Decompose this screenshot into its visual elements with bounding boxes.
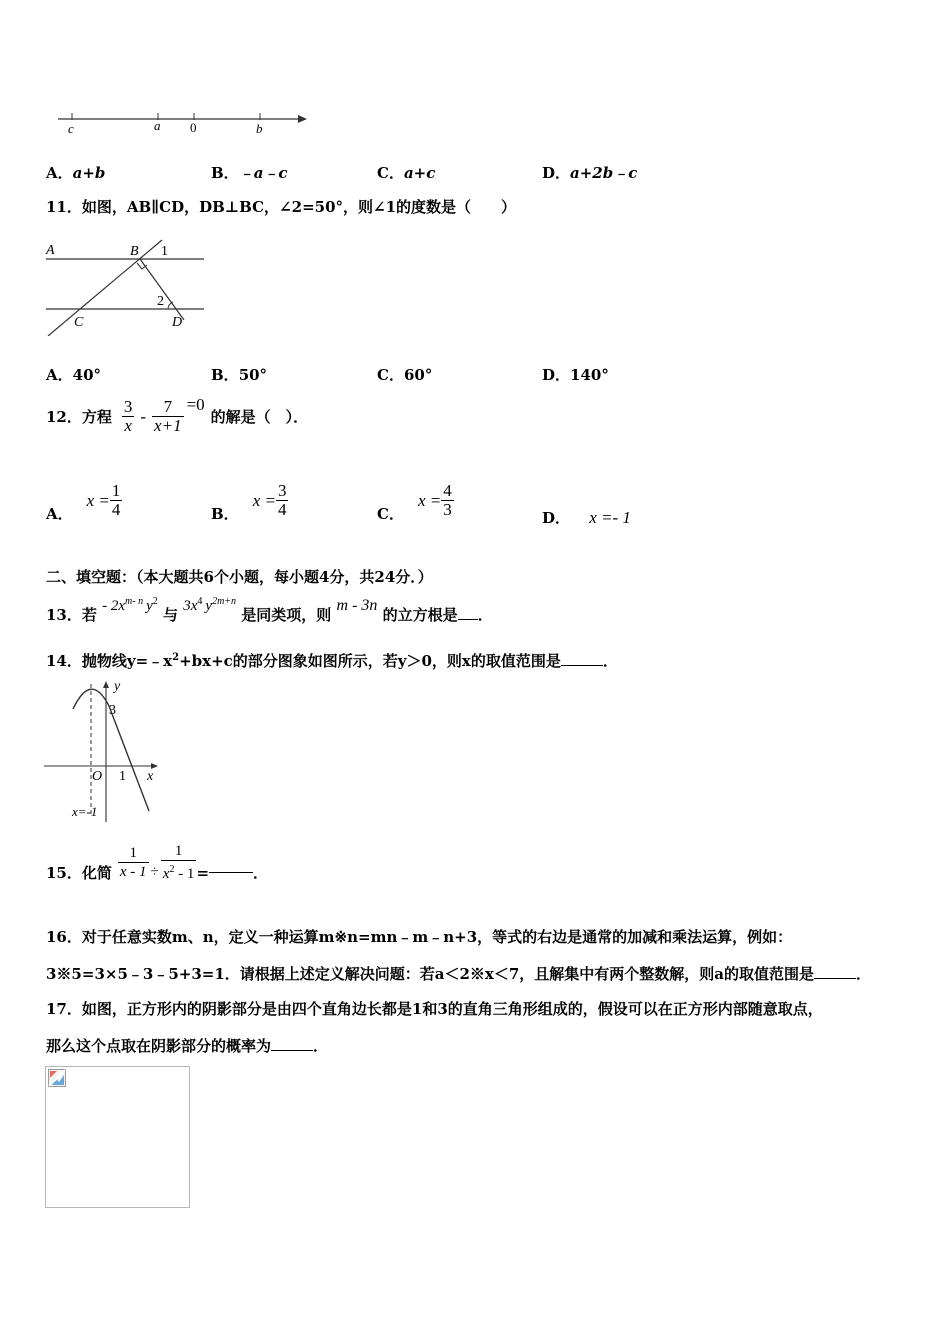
label-o: O bbox=[92, 769, 103, 784]
option-lhs: x = bbox=[417, 490, 442, 510]
option-letter: C． bbox=[377, 366, 404, 384]
q10-option-a[interactable] bbox=[46, 162, 105, 183]
q13-suffix: 的立方根是 bbox=[382, 606, 458, 624]
option-letter: A． bbox=[46, 164, 73, 182]
q13-text: 是同类项，则 bbox=[241, 606, 332, 624]
q17-line-2 bbox=[46, 1035, 328, 1056]
q15-end: ． bbox=[253, 864, 269, 882]
label-1: 1 bbox=[161, 244, 168, 259]
exp: 4 bbox=[197, 596, 203, 607]
q16-line-2-text: 3※5=3×5﹣3﹣5+3=1．请根据上述定义解决问题：若a＜2※x＜7，且解集中有两个整数解，则a的取值范围是 bbox=[46, 965, 815, 983]
q11-option-d[interactable] bbox=[542, 364, 609, 385]
q15-fraction-2 bbox=[161, 842, 197, 883]
q13-mid: 与 bbox=[162, 606, 178, 624]
q11-option-a[interactable] bbox=[46, 364, 101, 385]
denominator: 3 bbox=[443, 500, 452, 519]
number-line-figure bbox=[55, 108, 315, 140]
line-bc bbox=[48, 240, 162, 336]
q14-stem-pre: 14．抛物线y=﹣x bbox=[46, 652, 173, 670]
label-d: D bbox=[172, 315, 183, 330]
label-zero: 0 bbox=[190, 120, 197, 135]
q16-answer-blank[interactable] bbox=[814, 978, 856, 979]
numerator: 7 bbox=[152, 398, 184, 417]
q11-option-c[interactable] bbox=[377, 364, 432, 385]
option-text: x =- 1 bbox=[589, 508, 631, 527]
q12-option-c[interactable] bbox=[377, 481, 454, 523]
q15-divide: ÷ bbox=[150, 864, 159, 880]
q12-minus: - bbox=[140, 406, 147, 426]
label-y: y bbox=[114, 679, 121, 694]
den-sup: 2 bbox=[169, 864, 175, 875]
numerator: 1 bbox=[111, 481, 121, 500]
q14-stem bbox=[46, 650, 618, 671]
option-letter: A． bbox=[46, 505, 73, 523]
q17-answer-blank[interactable] bbox=[271, 1050, 313, 1051]
q15-answer-blank[interactable] bbox=[209, 872, 253, 873]
yexp: 2m+n bbox=[212, 596, 237, 607]
line-bd bbox=[140, 259, 184, 320]
q12-fraction-1 bbox=[122, 398, 135, 435]
q12-fraction-2 bbox=[152, 398, 184, 435]
q17-end: ． bbox=[313, 1037, 329, 1055]
label-symmetry: x=-1 bbox=[72, 804, 98, 819]
q13-prefix: 13．若 bbox=[46, 606, 97, 624]
option-text: ﹣a﹣c bbox=[238, 164, 288, 182]
section-2-heading: 二、填空题：（本大题共6个小题，每小题4分，共24分．） bbox=[46, 568, 433, 586]
option-letter: D． bbox=[542, 366, 571, 384]
q10-option-d[interactable] bbox=[542, 162, 637, 183]
option-text: a+2b﹣c bbox=[570, 164, 638, 182]
label-b: b bbox=[256, 121, 263, 136]
exp: m- n bbox=[125, 596, 144, 607]
label-3: 3 bbox=[109, 703, 116, 718]
option-text: a+b bbox=[72, 164, 106, 182]
option-letter: C． bbox=[377, 505, 404, 523]
q12-stem bbox=[46, 394, 309, 435]
denominator: x - 1 bbox=[119, 864, 147, 880]
coef: - 2x bbox=[102, 598, 126, 614]
q15-prefix: 15．化简 bbox=[46, 864, 112, 882]
option-text: 140° bbox=[570, 366, 609, 384]
label-a: A bbox=[46, 243, 55, 258]
label-x: x bbox=[147, 769, 154, 784]
option-fraction bbox=[441, 482, 454, 519]
denominator: 4 bbox=[111, 500, 121, 519]
y: y bbox=[146, 598, 153, 614]
q16-line-2 bbox=[46, 963, 871, 984]
option-letter: D． bbox=[542, 509, 571, 527]
q12-equals: =0 bbox=[186, 394, 205, 414]
q13-stem bbox=[46, 594, 493, 624]
option-fraction bbox=[276, 482, 289, 519]
q15-equals: = bbox=[196, 863, 210, 882]
option-letter: B． bbox=[211, 505, 239, 523]
option-letter: B． bbox=[211, 366, 239, 384]
q12-option-d[interactable] bbox=[542, 507, 631, 528]
numerator: 3 bbox=[123, 397, 133, 416]
label-c: c bbox=[68, 121, 74, 136]
number-line-arrow bbox=[298, 115, 307, 123]
q12-option-b[interactable] bbox=[211, 481, 288, 523]
option-letter: C． bbox=[377, 164, 404, 182]
q15-stem bbox=[46, 842, 268, 883]
q13-term-2 bbox=[183, 598, 236, 614]
q14-end: ． bbox=[602, 652, 618, 670]
denominator bbox=[161, 861, 197, 883]
numerator: 1 bbox=[161, 842, 197, 861]
option-lhs: x = bbox=[252, 490, 276, 510]
option-fraction bbox=[110, 482, 123, 519]
q10-option-c[interactable] bbox=[377, 162, 435, 183]
label-1: 1 bbox=[119, 769, 126, 784]
q14-parabola-graph bbox=[44, 676, 164, 824]
q12-prefix: 12．方程 bbox=[46, 408, 112, 426]
y-axis-arrow bbox=[103, 681, 109, 688]
q13-end: ． bbox=[477, 606, 493, 624]
option-letter: B． bbox=[211, 164, 239, 182]
option-text: 40° bbox=[72, 366, 102, 384]
q17-line-1: 17．如图，正方形内的阴影部分是由四个直角边长都是1和3的直角三角形组成的，假设可以在正方形内部随意取点， bbox=[46, 1000, 823, 1018]
q10-option-b[interactable] bbox=[211, 162, 288, 183]
q17-line-2-text: 那么这个点取在阴影部分的概率为 bbox=[46, 1037, 272, 1055]
broken-image-icon bbox=[48, 1069, 66, 1087]
option-lhs: x = bbox=[86, 490, 110, 510]
denominator: x+1 bbox=[154, 416, 182, 435]
q13-term-1 bbox=[102, 598, 158, 614]
option-letter: D． bbox=[542, 164, 571, 182]
q14-stem-post: +bx+c的部分图象如图所示，若y＞0，则x的取值范围是 bbox=[179, 652, 561, 670]
den-rest: - 1 bbox=[174, 866, 195, 882]
label-c: C bbox=[74, 315, 84, 330]
y: y bbox=[205, 598, 213, 614]
label-2: 2 bbox=[157, 294, 164, 309]
numerator: 4 bbox=[443, 481, 452, 500]
q12-suffix: 的解是（ ）． bbox=[210, 408, 309, 426]
numerator: 3 bbox=[277, 481, 287, 500]
q16-line-1: 16．对于任意实数m、n，定义一种运算m※n=mn﹣m﹣n+3，等式的右边是通常的加减和乘法运算，例如： bbox=[46, 928, 793, 946]
yexp: 2 bbox=[152, 596, 158, 607]
q15-fraction-1 bbox=[118, 844, 149, 881]
q11-stem: 11．如图，AB∥CD，DB⊥BC，∠2=50°，则∠1的度数是（ ） bbox=[46, 198, 517, 216]
numerator: 1 bbox=[118, 844, 149, 863]
den-x: x bbox=[162, 866, 170, 882]
q13-expr: m - 3n bbox=[336, 597, 378, 614]
option-text: a+c bbox=[403, 164, 436, 182]
q14-stem-sup: 2 bbox=[172, 652, 180, 663]
q12-option-a[interactable] bbox=[46, 481, 122, 523]
denominator: 4 bbox=[277, 500, 287, 519]
q13-answer-blank[interactable] bbox=[458, 619, 478, 620]
coef: 3x bbox=[183, 598, 198, 614]
option-text: 50° bbox=[238, 366, 268, 384]
label-b: B bbox=[130, 244, 139, 259]
option-letter: A． bbox=[46, 366, 73, 384]
option-text: 60° bbox=[403, 366, 433, 384]
q14-answer-blank[interactable] bbox=[561, 665, 603, 666]
q11-option-b[interactable] bbox=[211, 364, 267, 385]
denominator: x bbox=[124, 416, 132, 435]
q11-parallel-lines-figure bbox=[44, 236, 209, 336]
right-angle-mark bbox=[137, 263, 147, 269]
q17-figure-placeholder bbox=[45, 1066, 190, 1208]
q16-end: ． bbox=[856, 965, 872, 983]
label-a: a bbox=[154, 118, 161, 133]
